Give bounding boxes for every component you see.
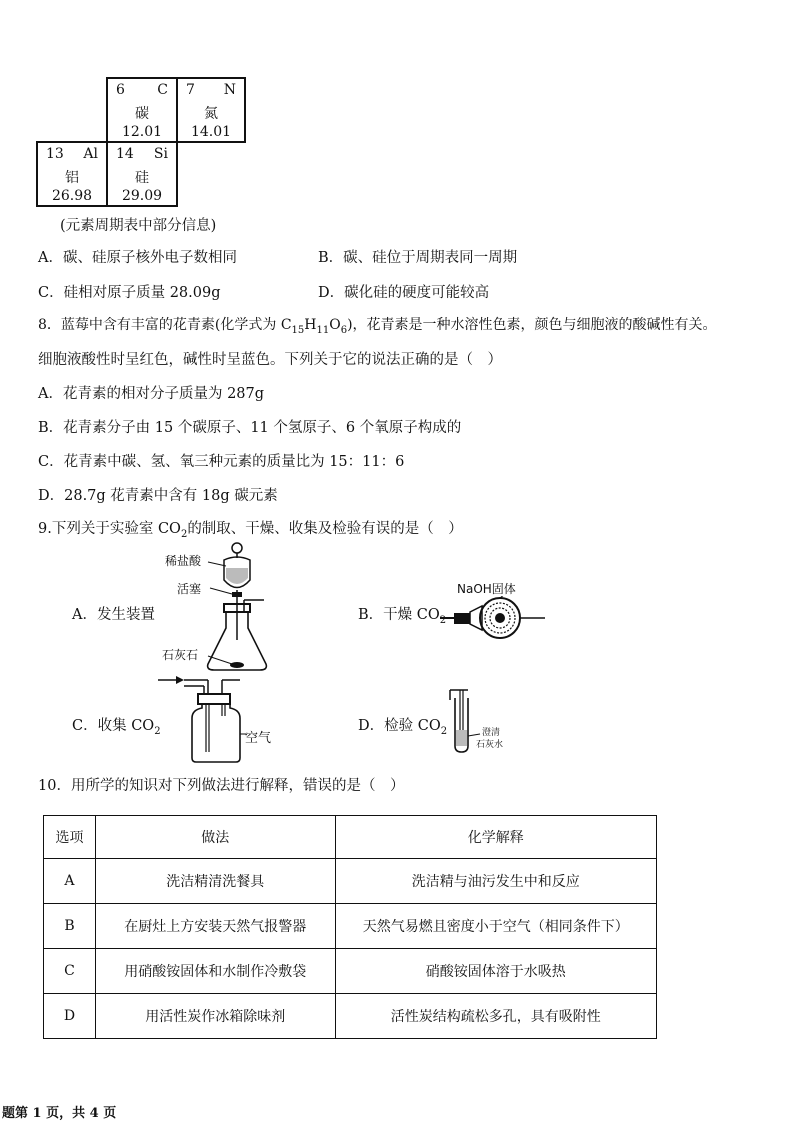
gas-collection-diagram (158, 676, 248, 764)
label-dilute-hcl: 稀盐酸 (165, 554, 202, 568)
q10-stem: 10．用所学的知识对下列做法进行解释，错误的是（ ） (38, 778, 405, 794)
row-explanation: 活性炭结构疏松多孔，具有吸附性 (335, 994, 656, 1039)
element-name: 碳 (135, 106, 149, 122)
q8-stem-line2: 细胞液酸性时呈红色，碱性时呈蓝色。下列关于它的说法正确的是（ ） (38, 352, 502, 368)
drying-tube-diagram (440, 596, 550, 646)
row-explanation: 硝酸铵固体溶于水吸热 (335, 949, 656, 994)
label-limestone: 石灰石 (162, 648, 199, 662)
q9-option-d-label (358, 714, 447, 737)
page-footer: 题第 1 页，共 4 页 (2, 1106, 117, 1121)
q8-option-b: B．花青素分子由 15 个碳原子、11 个氢原子、6 个氧原子构成的 (38, 420, 462, 436)
q9-d-text: D．检验 CO (358, 718, 441, 734)
table-row (44, 994, 657, 1039)
q9-stem-sub: 2 (180, 528, 188, 540)
atomic-mass: 12.01 (121, 124, 163, 140)
atomic-mass: 14.01 (190, 124, 232, 140)
row-practice: 在厨灶上方安装天然气报警器 (95, 904, 335, 949)
q8-option-d: D．28.7g 花青素中含有 18g 碳元素 (38, 488, 278, 504)
q8-sub-c: 15 (291, 324, 305, 336)
q7-option-d: D．碳化硅的硬度可能较高 (318, 285, 490, 301)
element-cell-nitrogen (176, 77, 246, 143)
label-limewater: 石灰水 (476, 740, 504, 750)
q9-b-text: B．干燥 CO (358, 607, 440, 623)
row-practice: 用硝酸铵固体和水制作冷敷袋 (95, 949, 335, 994)
row-practice: 用活性炭作冰箱除味剂 (95, 994, 335, 1039)
element-symbol: C (157, 82, 168, 98)
atomic-number: 14 (116, 146, 134, 162)
q8-o: O (329, 317, 341, 333)
label-air: 空气 (245, 731, 272, 746)
element-name: 铝 (65, 170, 79, 186)
q9-option-b-label (358, 603, 446, 626)
q9-c-sub: 2 (154, 725, 161, 737)
q9-d-sub: 2 (440, 725, 448, 737)
q8-option-a: A．花青素的相对分子质量为 287g (38, 386, 265, 402)
atomic-mass: 26.98 (51, 188, 93, 204)
table-header-row (44, 816, 657, 859)
q7-option-c: C．硅相对原子质量 28.09g (38, 285, 221, 301)
q9-stem-b: 的制取、干燥、收集及检验有误的是（ ） (187, 521, 463, 537)
table-row (44, 904, 657, 949)
atomic-number: 13 (46, 146, 64, 162)
element-cell-carbon (106, 77, 178, 143)
q8-option-c: C．花青素中碳、氢、氧三种元素的质量比为 15：11：6 (38, 454, 405, 470)
element-name: 氮 (204, 106, 218, 122)
q9-option-a-label: A．发生装置 (72, 607, 155, 623)
row-option: B (44, 904, 96, 949)
header-explanation: 化学解释 (335, 816, 656, 859)
atomic-mass: 29.09 (121, 188, 163, 204)
table-row (44, 949, 657, 994)
q9-b-sub: 2 (439, 614, 447, 626)
q8-sub-o: 6 (340, 324, 348, 336)
element-symbol: Si (153, 146, 168, 162)
header-option: 选项 (44, 816, 96, 859)
element-cell-silicon (106, 141, 178, 207)
atomic-number: 6 (116, 82, 125, 98)
q8-h: H (304, 317, 317, 333)
table-row (44, 859, 657, 904)
label-stopcock: 活塞 (177, 582, 202, 596)
table-caption: (元素周期表中部分信息) (60, 218, 217, 234)
q9-stem-a: 9.下列关于实验室 CO (38, 521, 181, 537)
q9-stem (38, 517, 463, 540)
q9-c-text: C．收集 CO (72, 718, 155, 734)
q8-stem (38, 314, 717, 336)
label-naoh-solid: NaOH固体 (457, 582, 516, 596)
q8-stem-suffix: )，花青素是一种水溶性色素，颜色与细胞液的酸碱性有关。 (347, 317, 717, 333)
q8-sub-h: 11 (316, 324, 330, 336)
q9-option-c-label (72, 714, 161, 737)
atomic-number: 7 (186, 82, 195, 98)
row-explanation: 天然气易燃且密度小于空气（相同条件下） (335, 904, 656, 949)
row-explanation: 洗洁精与油污发生中和反应 (335, 859, 656, 904)
row-option: A (44, 859, 96, 904)
q10-table (43, 815, 657, 1039)
row-option: C (44, 949, 96, 994)
row-option: D (44, 994, 96, 1039)
row-practice: 洗洁精清洗餐具 (95, 859, 335, 904)
q8-stem-prefix: 8．蓝莓中含有丰富的花青素(化学式为 C (38, 317, 292, 333)
element-cell-aluminum (36, 141, 108, 207)
q7-option-a: A．碳、硅原子核外电子数相同 (38, 250, 237, 266)
q7-option-b: B．碳、硅位于周期表同一周期 (318, 250, 518, 266)
header-practice: 做法 (95, 816, 335, 859)
element-symbol: Al (83, 146, 98, 162)
element-symbol: N (223, 82, 236, 98)
element-name: 硅 (135, 170, 149, 186)
label-clear: 澄清 (482, 728, 501, 738)
